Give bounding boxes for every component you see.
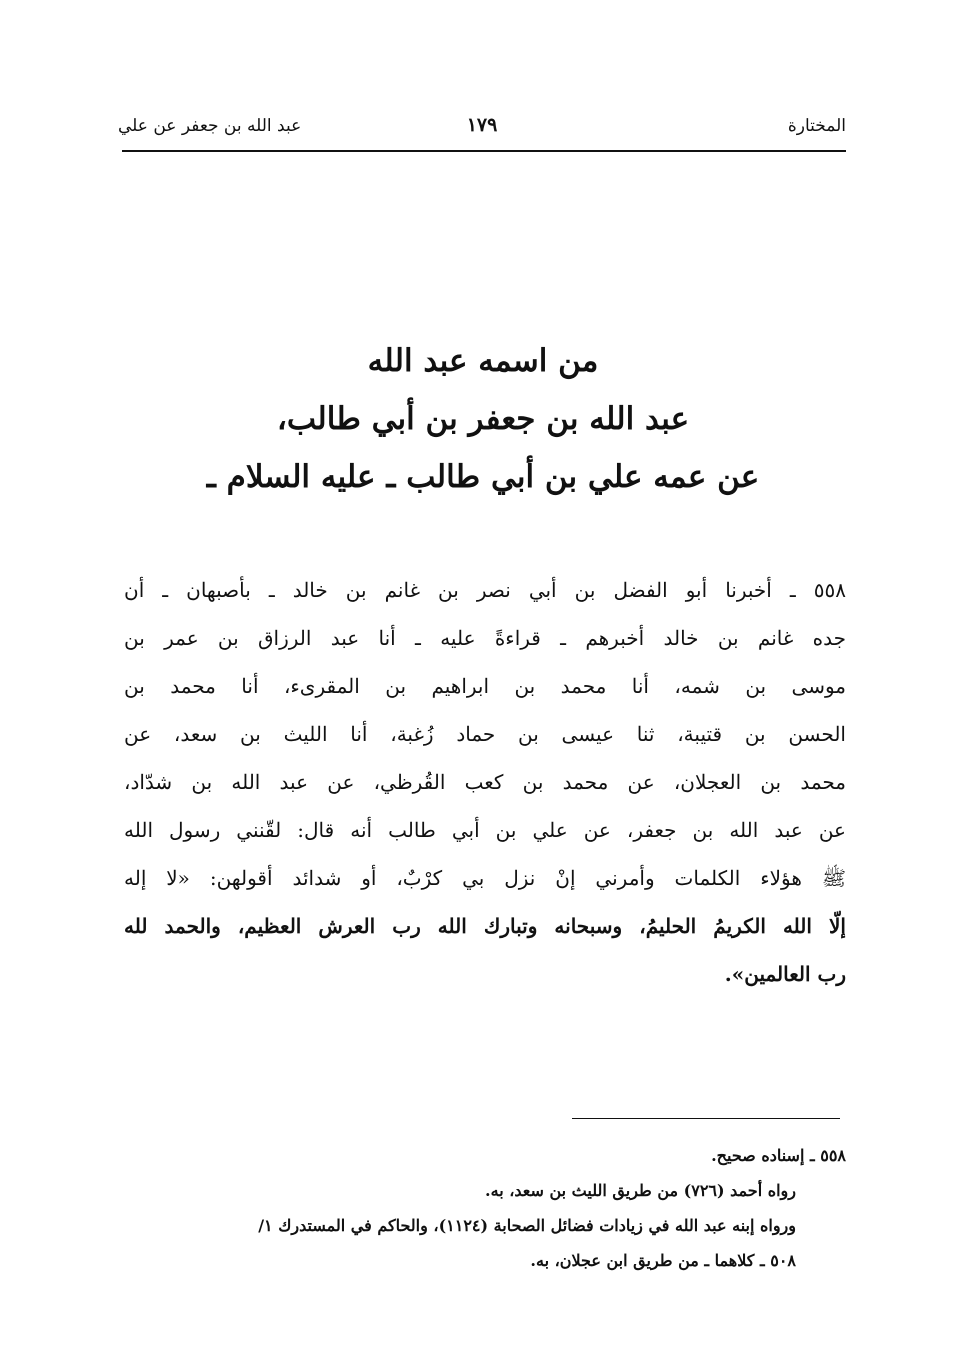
heading-line: عن عمه علي بن أبي طالب ـ عليه السلام ـ bbox=[206, 459, 760, 495]
footnote-line: رواه أحمد (٧٢٦) من طريق الليث بن سعد، به. bbox=[485, 1181, 796, 1200]
footnote-line: ٥٠٨ ـ كلاهما ـ من طريق ابن عجلان، به. bbox=[530, 1251, 796, 1270]
body-line: ٥٥٨ ـ أخبرنا أبو الفضل بن أبي نصر بن غانم بن خالد ـ بأصبهان ـ أن bbox=[124, 578, 846, 602]
running-header bbox=[118, 112, 846, 148]
header-rule bbox=[122, 150, 846, 152]
body-line: الحسن بن قتيبة، ثنا عيسى بن حماد زُغبة، أنا الليث بن سعد، عن bbox=[124, 722, 846, 746]
hadith-text bbox=[124, 566, 846, 998]
heading-line: من اسمه عبد الله bbox=[367, 343, 599, 379]
body-line: ﷺ هؤلاء الكلمات وأمرني إنْ نزل بي كرْبٌ، أو شدائد أقولهن: «لا إله bbox=[124, 866, 846, 890]
footnote-line: ورواه إبنه عبد الله في زيادات فضائل الصحابة (١١٢٤)، والحاكم في المستدرك ١/ bbox=[258, 1216, 796, 1235]
heading-line: عبد الله بن جعفر بن أبي طالب، bbox=[276, 401, 690, 437]
header-section-title: عبد الله بن جعفر عن علي bbox=[118, 116, 302, 136]
page-number: ١٧٩ bbox=[466, 114, 498, 136]
body-line: إلّا الله الكريمُ الحليمُ، وسبحانه وتبارك الله رب العرش العظيم، والحمد لله bbox=[124, 914, 846, 938]
body-line: جده غانم بن خالد أخبرهم ـ قراءةً عليه ـ أنا عبد الرزاق بن عمر بن bbox=[124, 626, 846, 650]
footnotes bbox=[118, 1138, 846, 1278]
chapter-heading bbox=[120, 332, 846, 506]
body-line: رب العالمين». bbox=[724, 962, 846, 986]
footnote-rule bbox=[572, 1118, 840, 1119]
body-line: موسى بن شمه، أنا محمد بن ابراهيم بن المقرىء، أنا محمد بن bbox=[124, 674, 846, 698]
footnote-line: ٥٥٨ ـ إسناده صحيح. bbox=[711, 1146, 846, 1165]
body-line: محمد بن العجلان، عن محمد بن كعب القُرظي، عن عبد الله بن شدّاد، bbox=[124, 770, 846, 794]
header-book-title: المختارة bbox=[787, 116, 846, 136]
body-line: عن عبد الله بن جعفر، عن علي بن أبي طالب أنه قال: لقّنني رسول الله bbox=[124, 818, 846, 842]
